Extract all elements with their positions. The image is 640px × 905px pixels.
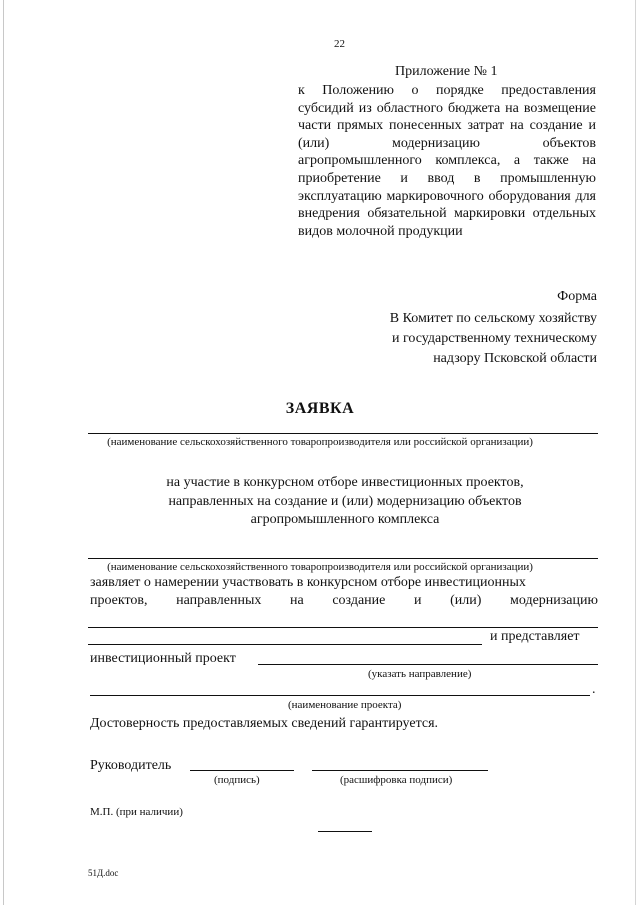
- statement-line-1: заявляет о намерении участвовать в конкурсном отборе инвестиционных: [90, 575, 526, 590]
- signer-label: Руководитель: [90, 758, 172, 773]
- purpose-line: направленных на создание и (или) модернизацию объектов: [168, 493, 522, 509]
- project-direction-field[interactable]: [258, 664, 598, 665]
- scan-edge-right: [635, 0, 636, 905]
- applicant-name-field-2[interactable]: [88, 558, 598, 559]
- applicant-name-field-1[interactable]: [88, 433, 598, 434]
- document-title: ЗАЯВКА: [285, 400, 355, 417]
- appendix-title: Приложение № 1: [395, 64, 498, 79]
- seal-label: М.П. (при наличии): [90, 806, 183, 818]
- statement-word: и: [413, 593, 422, 608]
- purpose-block: [90, 474, 600, 530]
- appendix-body: к Положению о порядке предоставления субсидий из областного бюджета на возмещение части прямых понесенных затрат на создание и (или) модернизацию объектов агропромышленного комплекса, а также на приобретение и ввод в промышленную эксплуатацию маркировочного оборудования для внедрения обязательной маркировки отдельных видов молочной продукции: [298, 83, 596, 239]
- statement-line-2: [90, 593, 598, 609]
- statement-word: создание: [332, 593, 386, 608]
- signature-decoding-caption: (расшифровка подписи): [340, 774, 453, 786]
- signature-field[interactable]: [190, 770, 294, 771]
- signature-decoding-field[interactable]: [312, 770, 488, 771]
- purpose-line: агропромышленного комплекса: [250, 512, 440, 527]
- applicant-name-caption-2: (наименование сельскохозяйственного товаропроизводителя или российской организации): [107, 561, 533, 573]
- footer-filename: 51Д.doc: [88, 868, 119, 878]
- statement-word: направленных: [176, 593, 262, 608]
- statement-word: (или): [450, 593, 482, 608]
- scan-edge-left: [3, 0, 4, 905]
- project-name-field[interactable]: [90, 695, 590, 696]
- page-number: 22: [334, 38, 345, 50]
- presents-text: и представляет: [490, 629, 580, 644]
- statement-word: проектов,: [90, 593, 148, 608]
- direction-caption: (указать направление): [368, 668, 472, 680]
- addressee-block: [390, 309, 597, 369]
- addressee-line: В Комитет по сельскому хозяйству: [389, 311, 597, 326]
- period-mark: .: [592, 682, 596, 697]
- statement-word: модернизацию: [510, 593, 598, 608]
- signature-caption: (подпись): [214, 774, 260, 786]
- applicant-name-caption-1: (наименование сельскохозяйственного товаропроизводителя или российской организации): [107, 436, 533, 448]
- addressee-line: и государственному техническому: [391, 331, 597, 346]
- closing-line: [318, 831, 372, 832]
- guarantee-text: Достоверность предоставляемых сведений гарантируется.: [90, 716, 439, 731]
- project-name-caption: (наименование проекта): [288, 699, 402, 711]
- purpose-line: на участие в конкурсном отборе инвестиционных проектов,: [166, 475, 524, 490]
- blank-line-1[interactable]: [88, 627, 598, 628]
- addressee-line: надзору Псковской области: [433, 351, 597, 366]
- project-label: инвестиционный проект: [90, 651, 236, 666]
- blank-line-2[interactable]: [88, 644, 482, 645]
- form-label: Форма: [557, 289, 597, 304]
- statement-word: на: [290, 593, 304, 608]
